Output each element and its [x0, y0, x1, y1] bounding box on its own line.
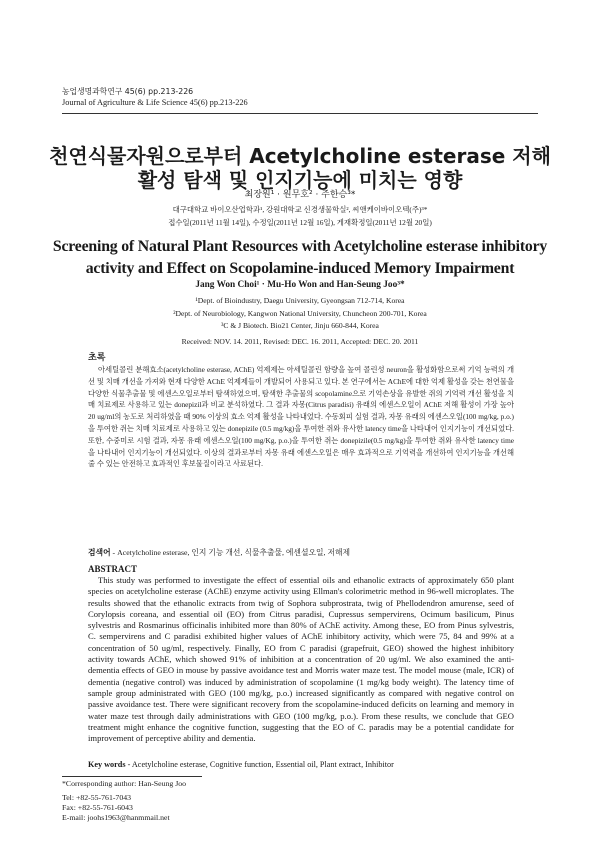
english-affiliation-1: ¹Dept. of Bioindustry, Daegu University, Gyeongsan 712-714, Korea	[195, 296, 405, 305]
header-rule	[62, 113, 538, 114]
english-keywords-label: Key words	[88, 760, 126, 769]
english-keywords-text: - Acetylcholine esterase, Cognitive function, Essential oil, Plant extract, Inhibitor	[125, 760, 394, 769]
english-affiliation-2: ²Dept. of Neurobiology, Kangwon National University, Chuncheon 200-701, Korea	[173, 309, 427, 318]
korean-title-line1: 천연식물자원으로부터 Acetylcholine esterase 저해	[49, 144, 551, 168]
korean-abstract-heading: 초록	[88, 353, 106, 363]
korean-keywords	[88, 547, 350, 558]
english-title-line2: activity and Effect on Scopolamine-induced Memory Impairment	[85, 260, 515, 277]
journal-header-english: Journal of Agriculture & Life Science 45(6) pp.213-226	[62, 98, 248, 107]
korean-keywords-text: - Acetylcholine esterase, 인지 기능 개선, 식물추출물, 에센셜오일, 저해제	[110, 548, 351, 557]
korean-affiliations: 대구대학교 바이오산업학과¹, 강원대학교 신경생물학실², 씨앤케이바이오텍(주)³*	[172, 205, 428, 214]
english-affiliation-3: ³C & J Biotech. Bio21 Center, Jinju 660-844, Korea	[221, 321, 379, 330]
english-abstract-heading: ABSTRACT	[88, 564, 138, 574]
english-authors: Jang Won Choi¹ · Mu-Ho Won and Han-Seung Joo³*	[195, 280, 405, 290]
email: E-mail: joohs1963@hanmmail.net	[62, 813, 170, 822]
journal-header	[62, 86, 248, 108]
korean-dates: 접수일(2011년 11월 14일), 수정일(2011년 12월 16일), 게재확정일(2011년 12월 20일)	[168, 218, 432, 227]
english-abstract: This study was performed to investigate the effect of essential oils and ethanolic extracts of approximately 650 plant species on acetylcholine esterase (AChE) enzyme activity using Ellman's colorimetric method in 96-well microplates. The results showed that the ethanolic extracts from twig of Sophora subprostrata, twig of Phellodendron amurense, seed of Corylopsis coreana, and essential oil (EO) from Citrus paradisi, Cupressus sempervirens, Ocimum basilicum, Pinus sylvestris and Rosmarinus officinalis inhibited more than 80% of AChE activity. Among these, EO from Pinus sylvestris, C. sempervirens and C paradisi exhibited higher values of AChE inhibitory activity, which were 75, 84 and 99% at a concentration of 50 ug/ml, respectively. Finally, EO from C paradisi (grapefruit, GEO) showed the highest inhibitory activity towards AChE, which showed 91% of inhibition at a concentration of 20 ug/ml. We also examined the anti-dementia effects of GEO in mouse by passive avoidance test and Morris water maze test. The model mouse (male, ICR) of dementia (negative control) was induced by administration of scopolamine (1 mg/kg body weight). The latency time of sample group administrated with GEO (100 mg/kg, p.o.) increased significantly as compared with negative control on passive avoidance test. There were significant recovery from the scopolamine-induced deficits on learning and memory in water maze test through daily administrations with GEO (100 mg/kg, p.o.). From these results, we conclude that GEO treatment might enhance the cognitive function, suggesting that the EO of C. paradis may be a potential candidate for improvement of perceptive ability and dementia.	[88, 575, 514, 744]
korean-abstract: 아세틸콜린 분해효소(acetylcholine esterase, AChE) 억제제는 아세틸콜린 함량을 높여 콜린성 neuron을 활성화함으로써 기억 능력의 개선 및 치매 개선을 가져와 현재 다양한 AChE 억제제들이 개발되어 사용되고 있다. 본 연구에서는 AChE에 대한 억제 활성을 갖는 천연물을 다양한 식물추출물 및 에센스오일로부터 탐색하였으며, 탐색한 추출물의 scopolamine으로 기억손상을 유발한 쥐의 기억력 개선 활성을 치매 치료제로 사용하고 있는 donepizil과 비교 분석하였다. 그 결과 자몽(Citrus paradisi) 유래의 에센스오일이 AChE 저해 활성이 가장 높아 20 ug/ml의 농도로 처리하였을 때 90% 이상의 효소 억제 활성을 나타내었다. 수동회피 실험 결과, 자몽 유래의 에센스오일(100 mg/kg, p.o.)을 투여한 쥐는 치매 치료제로 사용하고 있는 donepizile (0.5 mg/kg)을 투여한 쥐와 유사한 latency time을 나타내어 인지기능이 개선되었다. 또한, 수중미로 시험 결과, 자몽 유래 에센스오일(100 mg/Kg, p.o.)을 투여한 쥐는 donepizile(0.5 mg/kg)을 투여한 쥐와 유사한 latency time을 나타내어 인지기능이 개선되었다. 이상의 결과로부터 자몽 유래 에센스오일은 매우 효과적으로 기억력을 개선하여 인지기능을 개선해 줄 수 있는 안전하고 효과적인 후보물질이라고 사료된다.	[88, 365, 514, 469]
english-title	[44, 236, 556, 280]
fax: Fax: +82-55-761-6043	[62, 803, 133, 812]
journal-header-korean: 농업생명과학연구 45(6) pp.213-226	[62, 87, 194, 96]
english-title-line1: Screening of Natural Plant Resources with Acetylcholine esterase inhibitory	[52, 238, 548, 255]
korean-keywords-label: 검색어	[88, 548, 111, 557]
footnote-rule	[62, 776, 202, 777]
english-keywords	[88, 760, 394, 769]
corresponding-author: *Corresponding author: Han-Seung Joo	[62, 779, 187, 788]
english-dates: Received: NOV. 14. 2011, Revised: DEC. 16. 2011, Accepted: DEC. 20. 2011	[181, 337, 419, 346]
korean-title-line2: 활성 탐색 및 인지기능에 미치는 영향	[137, 168, 463, 192]
korean-authors: 최장원¹ · 원무호² · 주한승³*	[244, 190, 356, 200]
telephone: Tel: +82-55-761-7043	[62, 793, 132, 802]
